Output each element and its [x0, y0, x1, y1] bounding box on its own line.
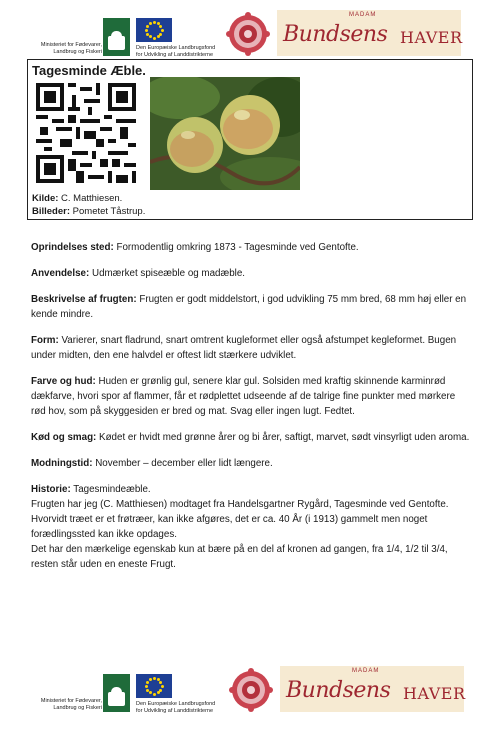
eu-star-icon — [146, 25, 149, 28]
description-body — [31, 240, 471, 583]
section-flesh-taste: Kød og smag: Kødet er hvidt med grønne årer og bi årer, saftigt, marvet, sødt vinsyrligt uden aroma. — [31, 432, 470, 443]
eu-fund-name: Den Europæiske Landbrugsfond for Udvikling af Landdistrikterne — [136, 701, 216, 714]
section-shape: Form: Varierer, snart fladrund, snart omtrent kugleformet eller også afstumpet kegleformet. Bugen under midten, den ene halvdel er oftest lidt stærkere udviklet. — [31, 335, 457, 361]
ministry-crown-logo — [103, 18, 130, 56]
ministry-name: Ministeriet for Fødevarer, Landbrug og Fiskeri — [40, 42, 102, 55]
eu-star-icon — [159, 681, 162, 684]
eu-flag-icon — [136, 674, 172, 698]
eu-star-icon — [157, 35, 160, 38]
section-color-skin: Farve og hud: Huden er grønlig gul, senere klar gul. Solsiden med kraftig skinnende karminrød dækfarve, hvori spor af flammer, får et rødplettet udseende af de talrige fine punkter med mørkere rød hov, som på skyggesiden er bred og mat. Svag eller ingen lugt. Fedtet. — [31, 376, 456, 417]
bundsens-haver-logo: MADAM Bundsens HAVER — [277, 10, 461, 56]
header-logos — [0, 6, 493, 66]
section-ripening: Modningstid: November – december eller lidt længere. — [31, 458, 273, 469]
eu-star-icon — [149, 22, 152, 25]
section-usage: Anvendelse: Udmærket spiseæble og madæble. — [31, 268, 245, 279]
eu-star-icon — [157, 691, 160, 694]
rose-emblem-icon — [229, 666, 273, 714]
info-box — [27, 59, 473, 220]
eu-star-icon — [146, 689, 149, 692]
eu-star-icon — [145, 685, 148, 688]
qr-code-icon — [36, 83, 136, 183]
eu-star-icon — [159, 25, 162, 28]
eu-star-icon — [149, 691, 152, 694]
eu-star-icon — [161, 29, 164, 32]
eu-flag-icon — [136, 18, 172, 42]
bundsens-haver-logo: MADAM Bundsens HAVER — [280, 666, 464, 712]
ministry-crown-logo — [103, 674, 130, 712]
eu-star-icon — [153, 677, 156, 680]
section-history: Historie: Tagesmindeæble. Frugten har jeg (C. Matthiesen) modtaget fra Handelsgartner Rygård, Tagesminde ved Gentofte. Hvorvidt træet er et frøtræer, kan ikke afgøres, det er ca. 40 År (i 1913) gammelt men noget forædlingssted kan ikke opdages. Det har den mærkelige egenskab kun at bære på en del af kronen ad gangen, fra 1/4, 1/2 til 3/4, resten står uden en eneste Frugt. — [31, 484, 449, 570]
apple-photo — [150, 77, 300, 190]
eu-star-icon — [161, 685, 164, 688]
eu-star-icon — [153, 693, 156, 696]
eu-star-icon — [149, 35, 152, 38]
eu-star-icon — [159, 689, 162, 692]
page-title: Tagesminde Æble. — [32, 63, 146, 78]
eu-star-icon — [145, 29, 148, 32]
section-fruit-description: Beskrivelse af frugten: Frugten er godt middelstort, i god udvikling 75 mm bred, 68 mm høj eller en kende mindre. — [31, 294, 467, 320]
source-line: Kilde: C. Matthiesen. — [32, 193, 123, 204]
eu-star-icon — [149, 678, 152, 681]
eu-fund-name: Den Europæiske Landbrugsfond for Udvikling af Landdistrikterne — [136, 45, 216, 58]
footer-logos — [0, 662, 493, 722]
images-credit-line: Billeder: Pometet Tåstrup. — [32, 206, 146, 217]
eu-star-icon — [146, 681, 149, 684]
eu-star-icon — [153, 21, 156, 24]
eu-star-icon — [153, 37, 156, 40]
eu-star-icon — [159, 33, 162, 36]
section-origin: Oprindelses sted: Formodentlig omkring 1873 - Tagesminde ved Gentofte. — [31, 242, 359, 253]
eu-star-icon — [146, 33, 149, 36]
ministry-name: Ministeriet for Fødevarer, Landbrug og Fiskeri — [40, 698, 102, 711]
rose-emblem-icon — [226, 10, 270, 58]
